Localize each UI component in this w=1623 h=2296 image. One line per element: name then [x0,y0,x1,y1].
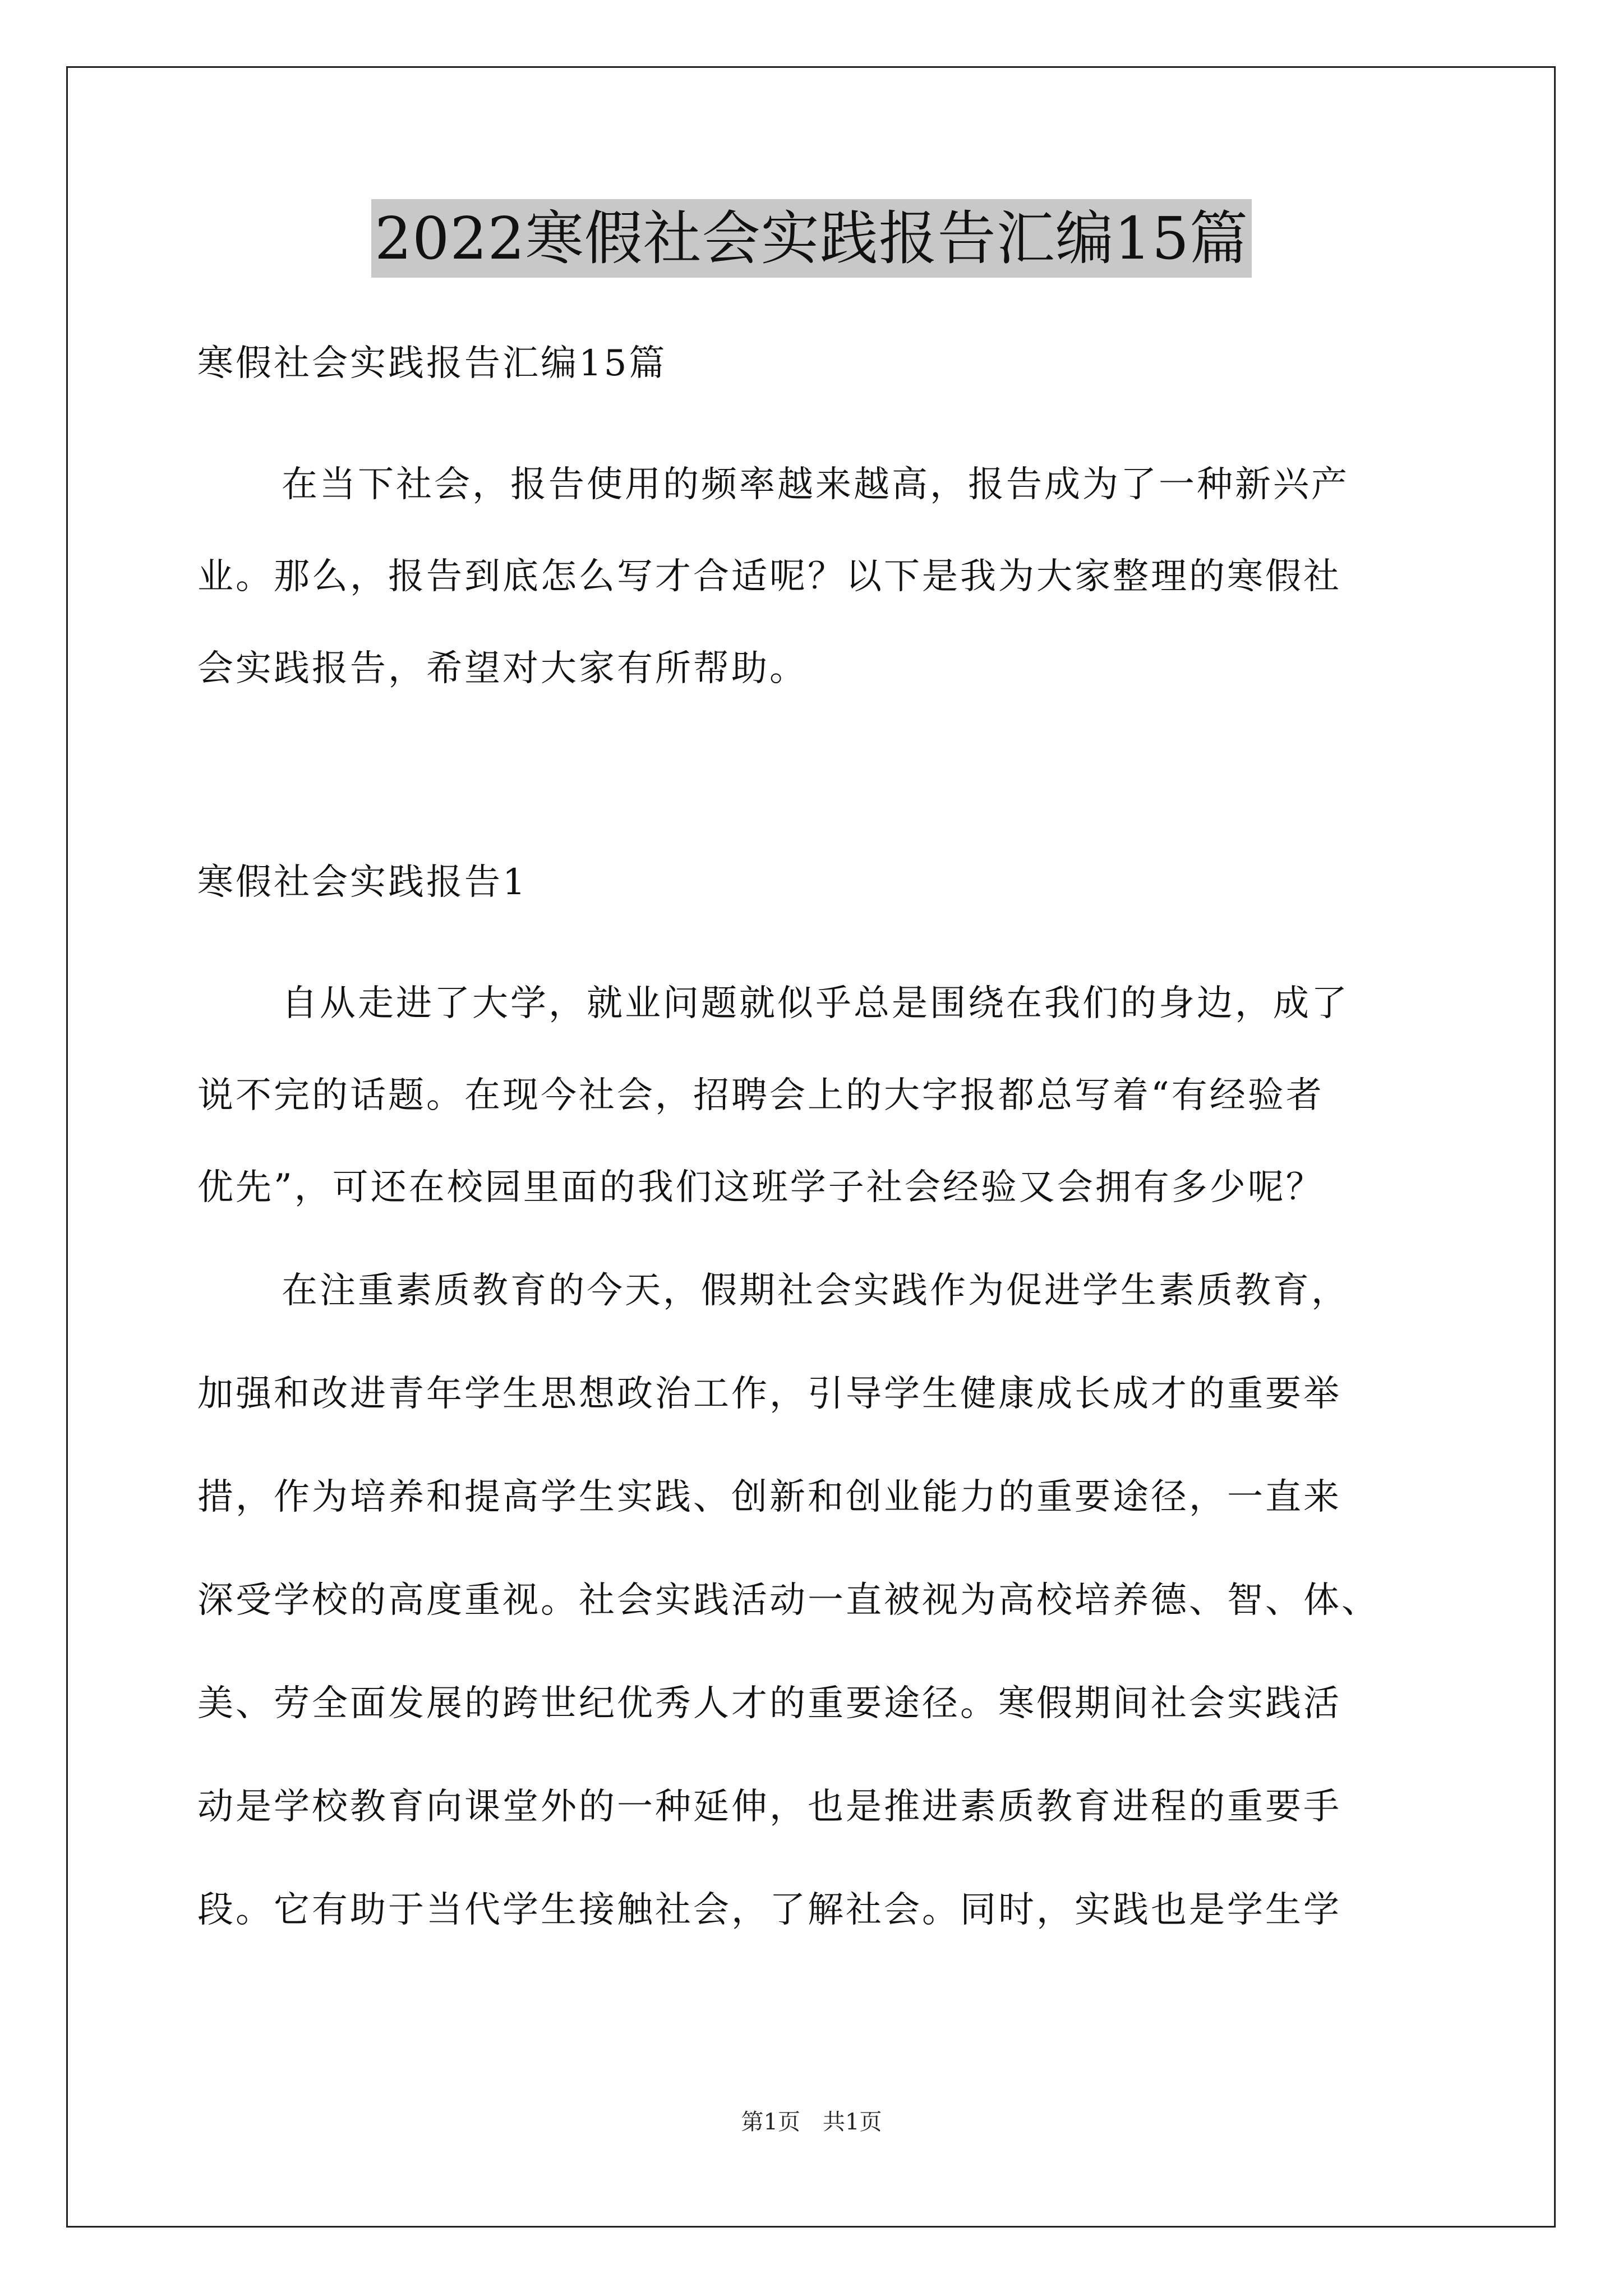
paragraph-line: 美、劳全面发展的跨世纪优秀人才的重要途径。寒假期间社会实践活 [197,1683,1341,1724]
document-body [197,337,1431,1937]
document-subtitle: 寒假社会实践报告汇编15篇 [197,343,667,384]
spacer [197,909,1431,977]
spacer [197,1214,1431,1264]
paragraph-line: 自从走进了大学，就业问题就似乎总是围绕在我们的身边，成了 [282,983,1349,1024]
spacer [197,1627,1431,1677]
spacer [197,1421,1431,1470]
paragraph-line: 措，作为培养和提高学生实践、创新和创业能力的重要途径，一直来 [197,1476,1341,1518]
spacer [197,1524,1431,1573]
page-footer [0,2106,1623,2138]
paragraph-line: 说不完的话题。在现今社会，招聘会上的大字报都总写着“有经验者 [197,1075,1324,1116]
section-heading: 寒假社会实践报告1 [197,862,528,903]
intro-line: 在当下社会，报告使用的频率越来越高，报告成为了一种新兴产 [282,464,1349,505]
paragraph-line: 深受学校的高度重视。社会实践活动一直被视为高校培养德、智、体、 [197,1580,1380,1621]
spacer [197,1731,1431,1780]
spacer [197,1834,1431,1883]
document-title: 2022寒假社会实践报告汇编15篇 [371,199,1252,278]
paragraph-line: 动是学校教育向课堂外的一种延伸，也是推进素质教育进程的重要手 [197,1786,1341,1828]
title-container [0,199,1623,278]
spacer [197,1318,1431,1367]
paragraph-line: 优先”，可还在校园里面的我们这班学子社会经验又会拥有多少呢？ [197,1167,1324,1208]
spacer [197,696,1431,855]
page-number-label: 第1页 共1页 [741,2109,882,2135]
spacer [197,512,1431,550]
spacer [197,1030,1431,1069]
spacer [197,604,1431,642]
spacer [197,390,1431,458]
intro-line: 业。那么，报告到底怎么写才合适呢？以下是我为大家整理的寒假社 [197,556,1341,597]
paragraph-line: 在注重素质教育的今天，假期社会实践作为促进学生素质教育， [282,1270,1349,1312]
intro-line: 会实践报告，希望对大家有所帮助。 [197,648,808,689]
paragraph-line: 段。它有助于当代学生接触社会，了解社会。同时，实践也是学生学 [197,1889,1341,1931]
paragraph-line: 加强和改进青年学生思想政治工作，引导学生健康成长成才的重要举 [197,1373,1341,1415]
spacer [197,1122,1431,1161]
